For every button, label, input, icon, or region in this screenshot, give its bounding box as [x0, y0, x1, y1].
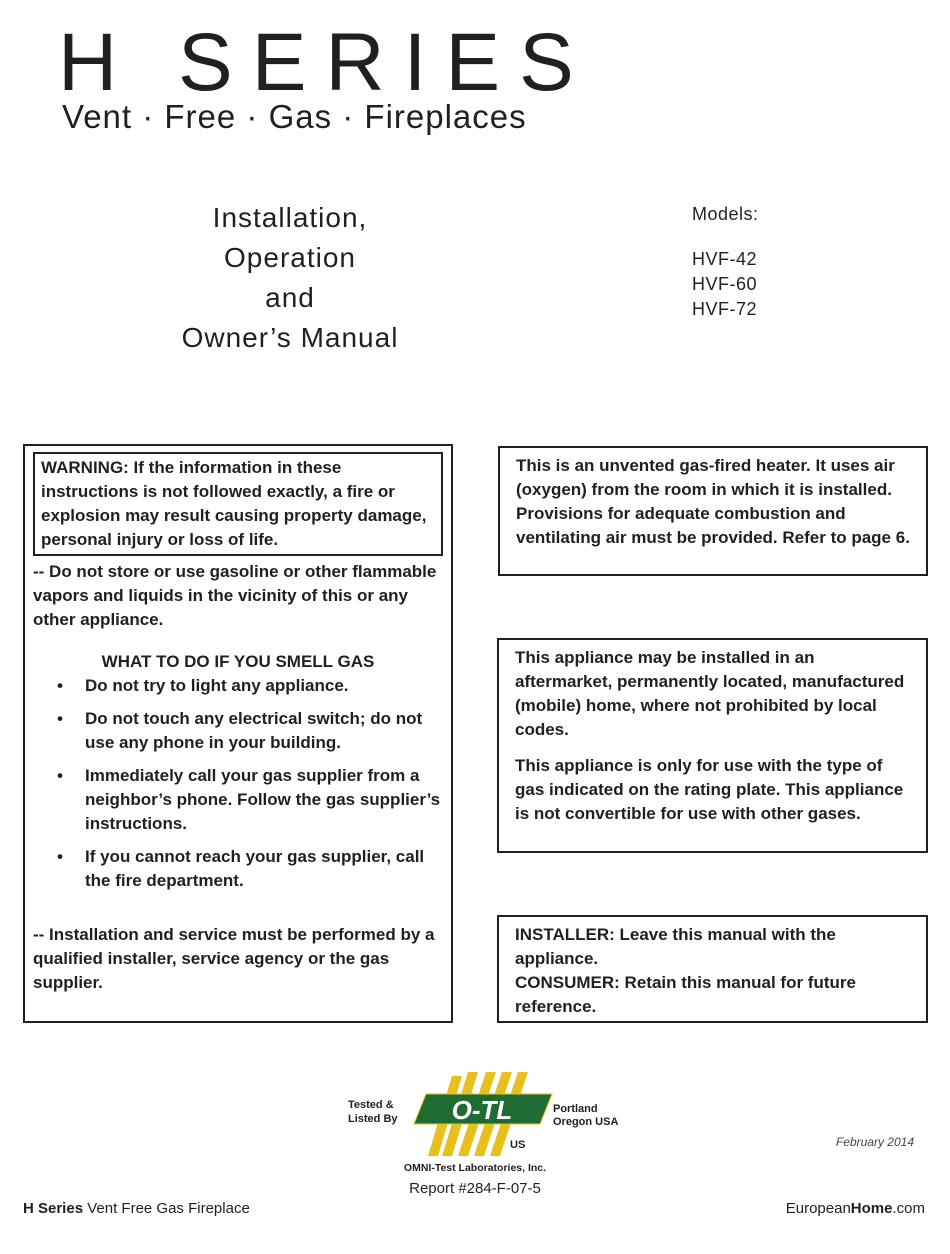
installation-note: -- Installation and service must be performed by a qualified installer, service agency or the gas supplier.: [33, 925, 435, 992]
gas-type-text: This appliance is only for use with the type of gas indicated on the rating plate. This appliance is not convertible for use with other gases.: [515, 756, 904, 823]
report-number: Report #284-F-07-5: [409, 1180, 541, 1197]
installer-notice-box: [497, 915, 928, 1023]
model-item: HVF-60: [692, 274, 758, 294]
footer-product-name: [23, 1200, 250, 1217]
smell-gas-list: [33, 674, 443, 893]
warning-text: WARNING: If the information in these instructions is not followed exactly, a fire or explosion may result causing property damage, personal injury or loss of life.: [41, 458, 427, 549]
warning-box: [33, 452, 443, 556]
unvented-text: This is an unvented gas-fired heater. It uses air (oxygen) from the room in which it is installed. Provisions for adequate combustion and ventilating air must be provided. Refer to page 6.: [516, 456, 910, 547]
tested-label: Tested &: [348, 1099, 394, 1111]
footer-website: [786, 1200, 925, 1217]
manual-title-line: Operation: [224, 242, 356, 273]
manual-title: [140, 198, 440, 358]
page-subtitle: Vent · Free · Gas · Fireplaces: [62, 98, 527, 135]
page-title: H SERIES: [58, 17, 593, 108]
manual-title-line: Installation,: [212, 202, 368, 233]
model-item: HVF-72: [692, 299, 758, 319]
lab-name: OMNI-Test Laboratories, Inc.: [403, 1162, 547, 1174]
city-label: Portland: [553, 1103, 598, 1115]
list-item: • If you cannot reach your gas supplier, call the fire department.: [85, 845, 443, 893]
listed-label: Listed By: [348, 1113, 398, 1125]
publication-date: February 2014: [835, 1135, 914, 1149]
region-label: Oregon USA: [553, 1116, 619, 1128]
model-item: HVF-42: [692, 249, 758, 269]
list-item: • Immediately call your gas supplier from a neighbor’s phone. Follow the gas supplier’s instructions.: [85, 764, 443, 836]
list-item: • Do not touch any electrical switch; do not use any phone in your building.: [85, 707, 443, 755]
logo-us: US: [510, 1139, 526, 1151]
models-list: [692, 202, 759, 322]
manual-title-line: Owner’s Manual: [181, 322, 399, 353]
manual-title-line: and: [265, 282, 315, 313]
footer-series: H Series: [23, 1200, 84, 1217]
mobile-home-notice-box: [497, 638, 928, 853]
smell-gas-heading: WHAT TO DO IF YOU SMELL GAS: [101, 652, 375, 671]
footer-site-a: European: [785, 1200, 851, 1217]
unvented-notice-box: [498, 446, 928, 576]
otl-certification-logo: [340, 1068, 630, 1178]
footer-site-b: Home: [850, 1200, 893, 1217]
models-label: Models:: [692, 204, 759, 224]
footer-product-rest: Vent Free Gas Fireplace: [83, 1200, 250, 1217]
safety-warning-box: [23, 444, 453, 1023]
footer-site-c: .com: [892, 1200, 925, 1217]
storage-warning: -- Do not store or use gasoline or other flammable vapors and liquids in the vicinity of this or any other appliance.: [33, 562, 437, 629]
consumer-text: CONSUMER: Retain this manual for future reference.: [515, 973, 856, 1016]
installer-text: INSTALLER: Leave this manual with the appliance.: [515, 925, 836, 968]
logo-text: O-TL: [451, 1095, 513, 1125]
mobile-home-text: This appliance may be installed in an aftermarket, permanently located, manufactured (mobile) home, where not prohibited by local codes.: [515, 648, 905, 739]
list-item: • Do not try to light any appliance.: [85, 674, 443, 698]
